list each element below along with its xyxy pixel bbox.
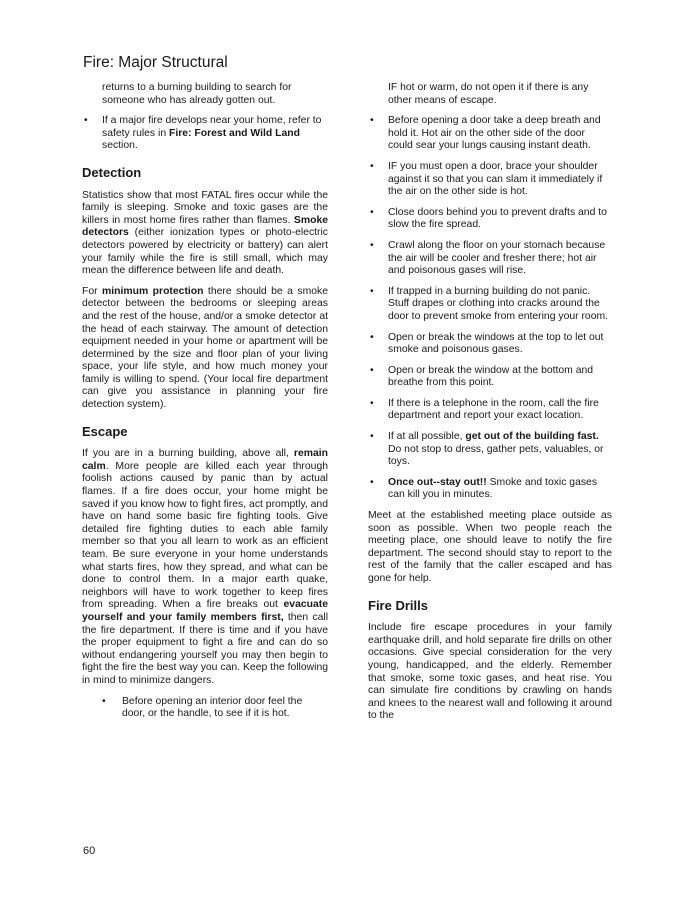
bullet-item: • IF you must open a door, brace your shoulder against it so that you can slam it immediately if the air on the other side is hot. (370, 160, 603, 198)
bullet-icon: • (370, 115, 374, 127)
paragraph: Statistics show that most FATAL fires occur while the family is sleeping. Smoke and toxic gases are the killers in most home fires rather than flames. Smoke detectors (either ionization types or photo-electric detectors powered by electricity or battery) can alert your family while the fire is still small, which may mean the difference between life and death. (82, 189, 328, 277)
bullet-icon: • (370, 285, 374, 297)
paragraph: Include fire escape procedures in your family earthquake drill, and hold separate fire drills on other occasions. Give special consideration for the very young, handicapped, and the elderly. Remember that smoke, some toxic gases, and heat rise. You can simulate fire conditions by crawling on hands and knees to the nearest wall and following it around to the (368, 622, 612, 722)
bullet-item: • Close doors behind you to prevent drafts and to slow the fire spread. (370, 206, 607, 231)
paragraph: For minimum protection there should be a smoke detector between the bedrooms or sleeping areas and the rest of the house, and/or a smoke detector at the head of each stairway. The amount of detection equipment needed in your home or apartment will be determined by the size and floor plan of your living space, your life style, and how much money your family is willing to spend. (Your local fire department can give you assistance in planning your fire detection system). (82, 285, 328, 411)
bullet-item: • Before opening a door take a deep breath and hold it. Hot air on the other side of the door could sear your lungs causing instant death. (370, 115, 601, 152)
bullet-icon: • (370, 397, 374, 409)
bullet-icon: • (370, 331, 374, 343)
bullet-icon: • (84, 115, 88, 127)
bullet-item: • If a major fire develops near your home, refer to safety rules in Fire: Forest and Wild Land section. (84, 115, 322, 152)
bullet-item: • Once out--stay out!! Smoke and toxic gases can kill you in minutes. (370, 476, 598, 501)
bullet-item: • If there is a telephone in the room, call the fire department and report your exact location. (370, 397, 599, 422)
right-column (368, 82, 612, 731)
section-heading-escape: Escape (82, 423, 128, 439)
bullet-item: • Open or break the windows at the top to let out smoke and poisonous gases. (370, 331, 604, 356)
paragraph: If you are in a burning building, above all, remain calm. More people are killed each year through foolish actions caused by panic than by actual flames. If a fire does occur, your home might be saved if you know how to fight fires, act promptly, and have on hand some basic fire fighting tools. Give detailed fire fighting duties to each able family member so that you all learn to work as an efficient team. Be sure everyone in your home understands what starts fires, how they spread, and what can be done to control them. In a major earth quake, neighbors will have to work together to keep fires from spreading. When a fire breaks out evacuate yourself and your family members first, then call the fire department. If there is time and if you have the proper equipment to fight a fire and can do so without endangering yourself you may then begin to fight the fire the best way you can. Keep the following in mind to minimize dangers. (82, 448, 328, 686)
bullet-item: • Open or break the window at the bottom and breathe from this point. (370, 364, 594, 389)
left-column (82, 82, 328, 729)
section-heading-fire-drills: Fire Drills (368, 597, 428, 613)
bullet-icon: • (370, 364, 374, 376)
bullet-icon: • (370, 431, 374, 443)
bullet-item: • If trapped in a burning building do not panic. Stuff drapes or clothing into cracks around the door to prevent smoke from entering your room. (370, 285, 609, 322)
bullet-icon: • (370, 206, 374, 218)
section-heading-detection: Detection (82, 164, 142, 180)
page-title: Fire: Major Structural (83, 54, 228, 71)
bullet-item: • If at all possible, get out of the building fast. Do not stop to dress, gather pets, valuables, or toys. (370, 431, 604, 468)
paragraph: Meet at the established meeting place outside as soon as possible. When two people reach the meeting place, one should leave to notify the fire department. The second should stay to report to the rest of the family that the caller escaped and has gone for help. (368, 510, 612, 584)
continued-text: returns to a burning building to search for someone who has already gotten out. (102, 82, 292, 106)
bullet-icon: • (370, 160, 374, 172)
bullet-icon: • (370, 476, 374, 488)
bullet-item: • Crawl along the floor on your stomach because the air will be cooler and fresher there; hot air and poisonous gases will rise. (370, 239, 606, 277)
bullet-icon: • (370, 239, 374, 251)
bullet-icon: • (102, 695, 106, 707)
bullet-item: • Before opening an interior door feel the door, or the handle, to see if it is hot. (102, 695, 303, 720)
continued-text: IF hot or warm, do not open it if there is any other means of escape. (388, 82, 589, 106)
page-number: 60 (83, 845, 96, 857)
